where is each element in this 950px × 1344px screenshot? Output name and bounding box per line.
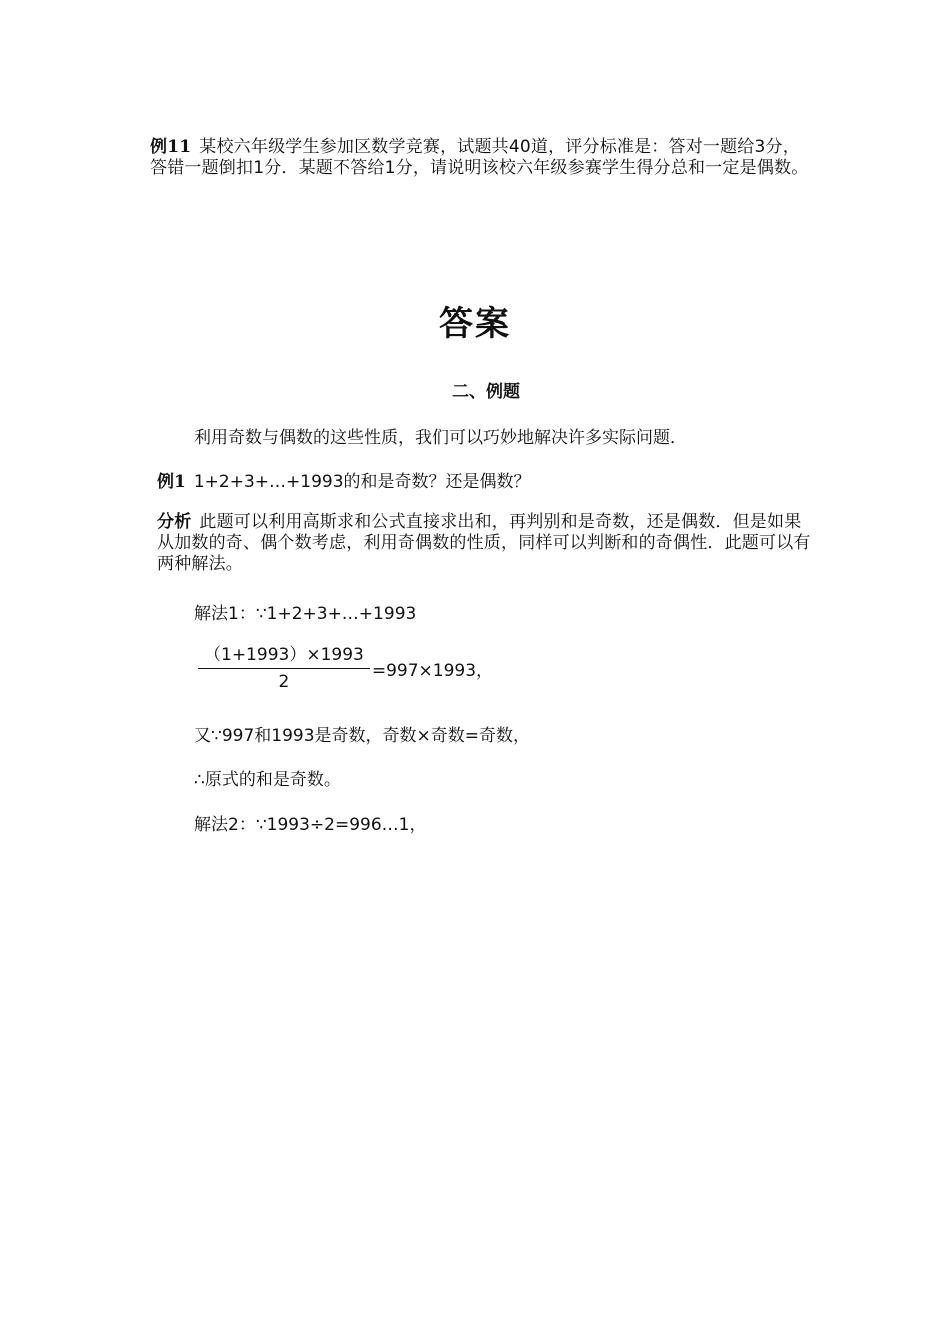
fraction-denominator: 2 — [278, 672, 290, 692]
example-11-text: 某校六年级学生参加区数学竞赛，试题共40道，评分标准是：答对一题给3分，答错一题倒扣1分．某题不答给1分，请说明该校六年级参赛学生得分总和一定是偶数。 — [150, 137, 809, 178]
section-heading: 二、例题 — [452, 382, 520, 402]
answer-title: 答案 — [439, 304, 511, 344]
analysis-label: 分析 — [157, 512, 192, 532]
fraction-result: =997×1993， — [371, 661, 494, 681]
analysis-paragraph — [157, 512, 817, 575]
odd-product-line: 又∵997和1993是奇数，奇数×奇数=奇数， — [194, 726, 531, 746]
example-11-paragraph — [150, 137, 810, 179]
solution-2-line: 解法2：∵1993÷2=996…1， — [194, 815, 427, 835]
intro-paragraph: 利用奇数与偶数的这些性质，我们可以巧妙地解决许多实际问题． — [194, 428, 687, 448]
solution-1-line: 解法1：∵1+2+3+…+1993 — [194, 604, 417, 624]
fraction-numerator: （1+1993）×1993 — [198, 645, 370, 669]
example-11-label: 例11 — [150, 137, 192, 157]
conclusion-line: ∴原式的和是奇数。 — [194, 770, 341, 790]
example-1-text: 1+2+3+…+1993的和是奇数？还是偶数？ — [193, 472, 531, 492]
example-1-label: 例1 — [157, 472, 186, 492]
fraction-equation — [198, 645, 493, 692]
example-1-paragraph — [157, 467, 531, 492]
analysis-text: 此题可以利用高斯求和公式直接求出和，再判别和是奇数，还是偶数．但是如果从加数的奇、偶个数考虑，利用奇偶数的性质，同样可以判断和的奇偶性．此题可以有两种解法。 — [157, 512, 811, 574]
fraction — [198, 645, 370, 692]
